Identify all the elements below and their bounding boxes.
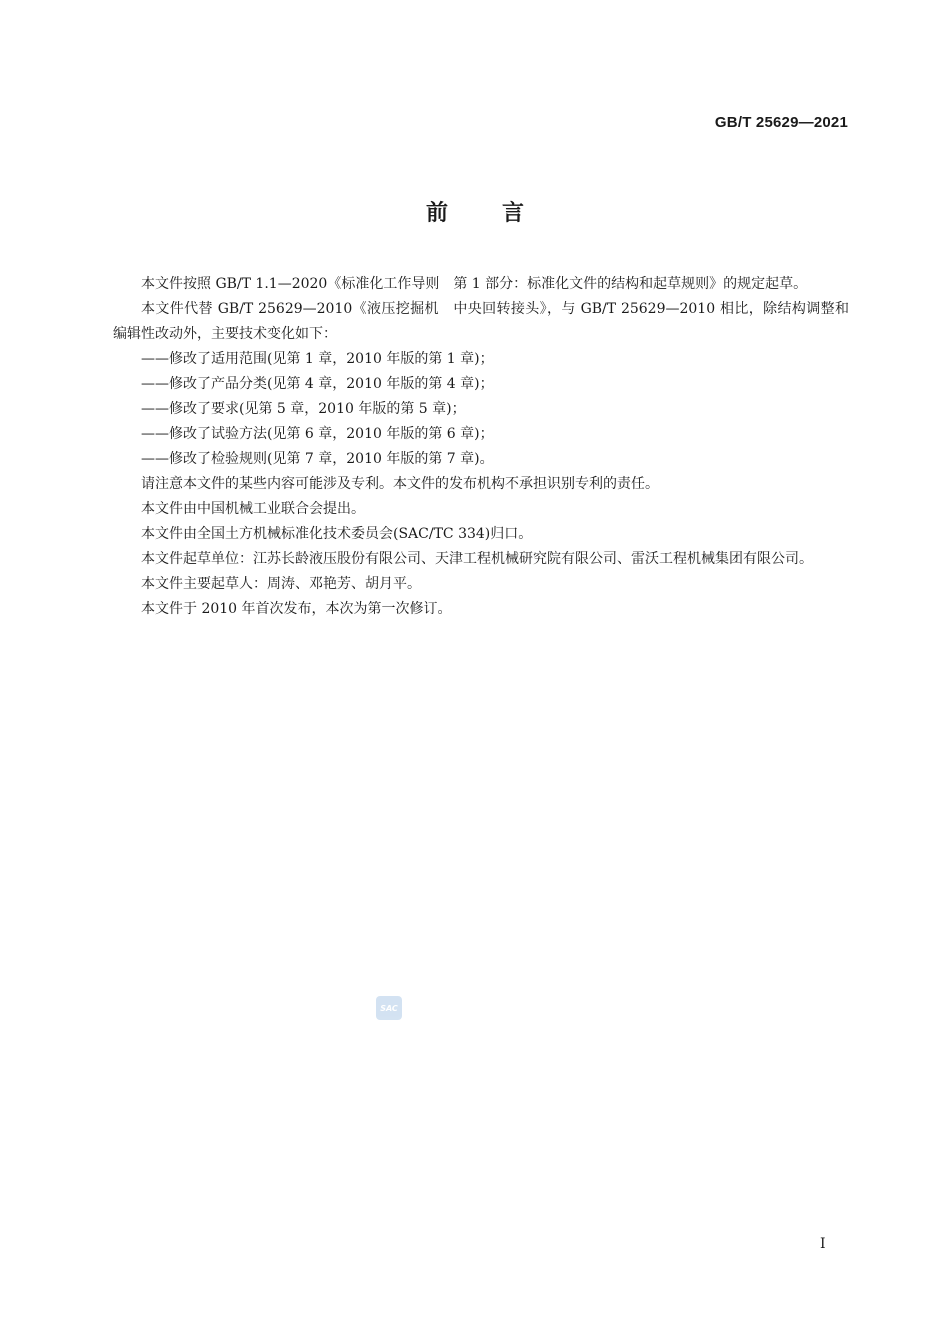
list-item: ——修改了要求(见第 5 章，2010 年版的第 5 章)；: [141, 401, 466, 417]
paragraph-proposer: 本文件由中国机械工业联合会提出。: [141, 501, 365, 517]
paragraph-technical-committee: 本文件由全国土方机械标准化技术委员会(SAC/TC 334)归口。: [141, 526, 533, 542]
paragraph-drafters: 本文件主要起草人：周涛、邓艳芳、胡月平。: [141, 576, 421, 592]
changes-list: [113, 347, 849, 472]
list-item: ——修改了适用范围(见第 1 章，2010 年版的第 1 章)；: [141, 351, 494, 367]
preface-body: [113, 272, 849, 622]
paragraph-replacement: 本文件代替 GB/T 25629—2010《液压挖掘机 中央回转接头》，与 GB/T 25629—2010 相比，除结构调整和编辑性改动外，主要技术变化如下：: [113, 301, 849, 342]
list-item: ——修改了试验方法(见第 6 章，2010 年版的第 6 章)；: [141, 426, 494, 442]
paragraph-drafting-units: 本文件起草单位：江苏长龄液压股份有限公司、天津工程机械研究院有限公司、雷沃工程机械集团有限公司。: [141, 551, 813, 567]
sac-watermark-logo: SAC: [376, 996, 402, 1020]
page-number: I: [820, 1236, 826, 1252]
page-title: 前言: [425, 201, 578, 226]
standard-code: GB/T 25629—2021: [714, 114, 848, 131]
list-item: ——修改了产品分类(见第 4 章，2010 年版的第 4 章)；: [141, 376, 494, 392]
paragraph-drafting-rules: 本文件按照 GB/T 1.1—2020《标准化工作导则 第 1 部分：标准化文件的结构和起草规则》的规定起草。: [141, 276, 808, 292]
paragraph-patent-notice: 请注意本文件的某些内容可能涉及专利。本文件的发布机构不承担识别专利的责任。: [141, 476, 659, 492]
list-item: ——修改了检验规则(见第 7 章，2010 年版的第 7 章)。: [141, 451, 494, 467]
paragraph-history: 本文件于 2010 年首次发布，本次为第一次修订。: [141, 601, 452, 617]
